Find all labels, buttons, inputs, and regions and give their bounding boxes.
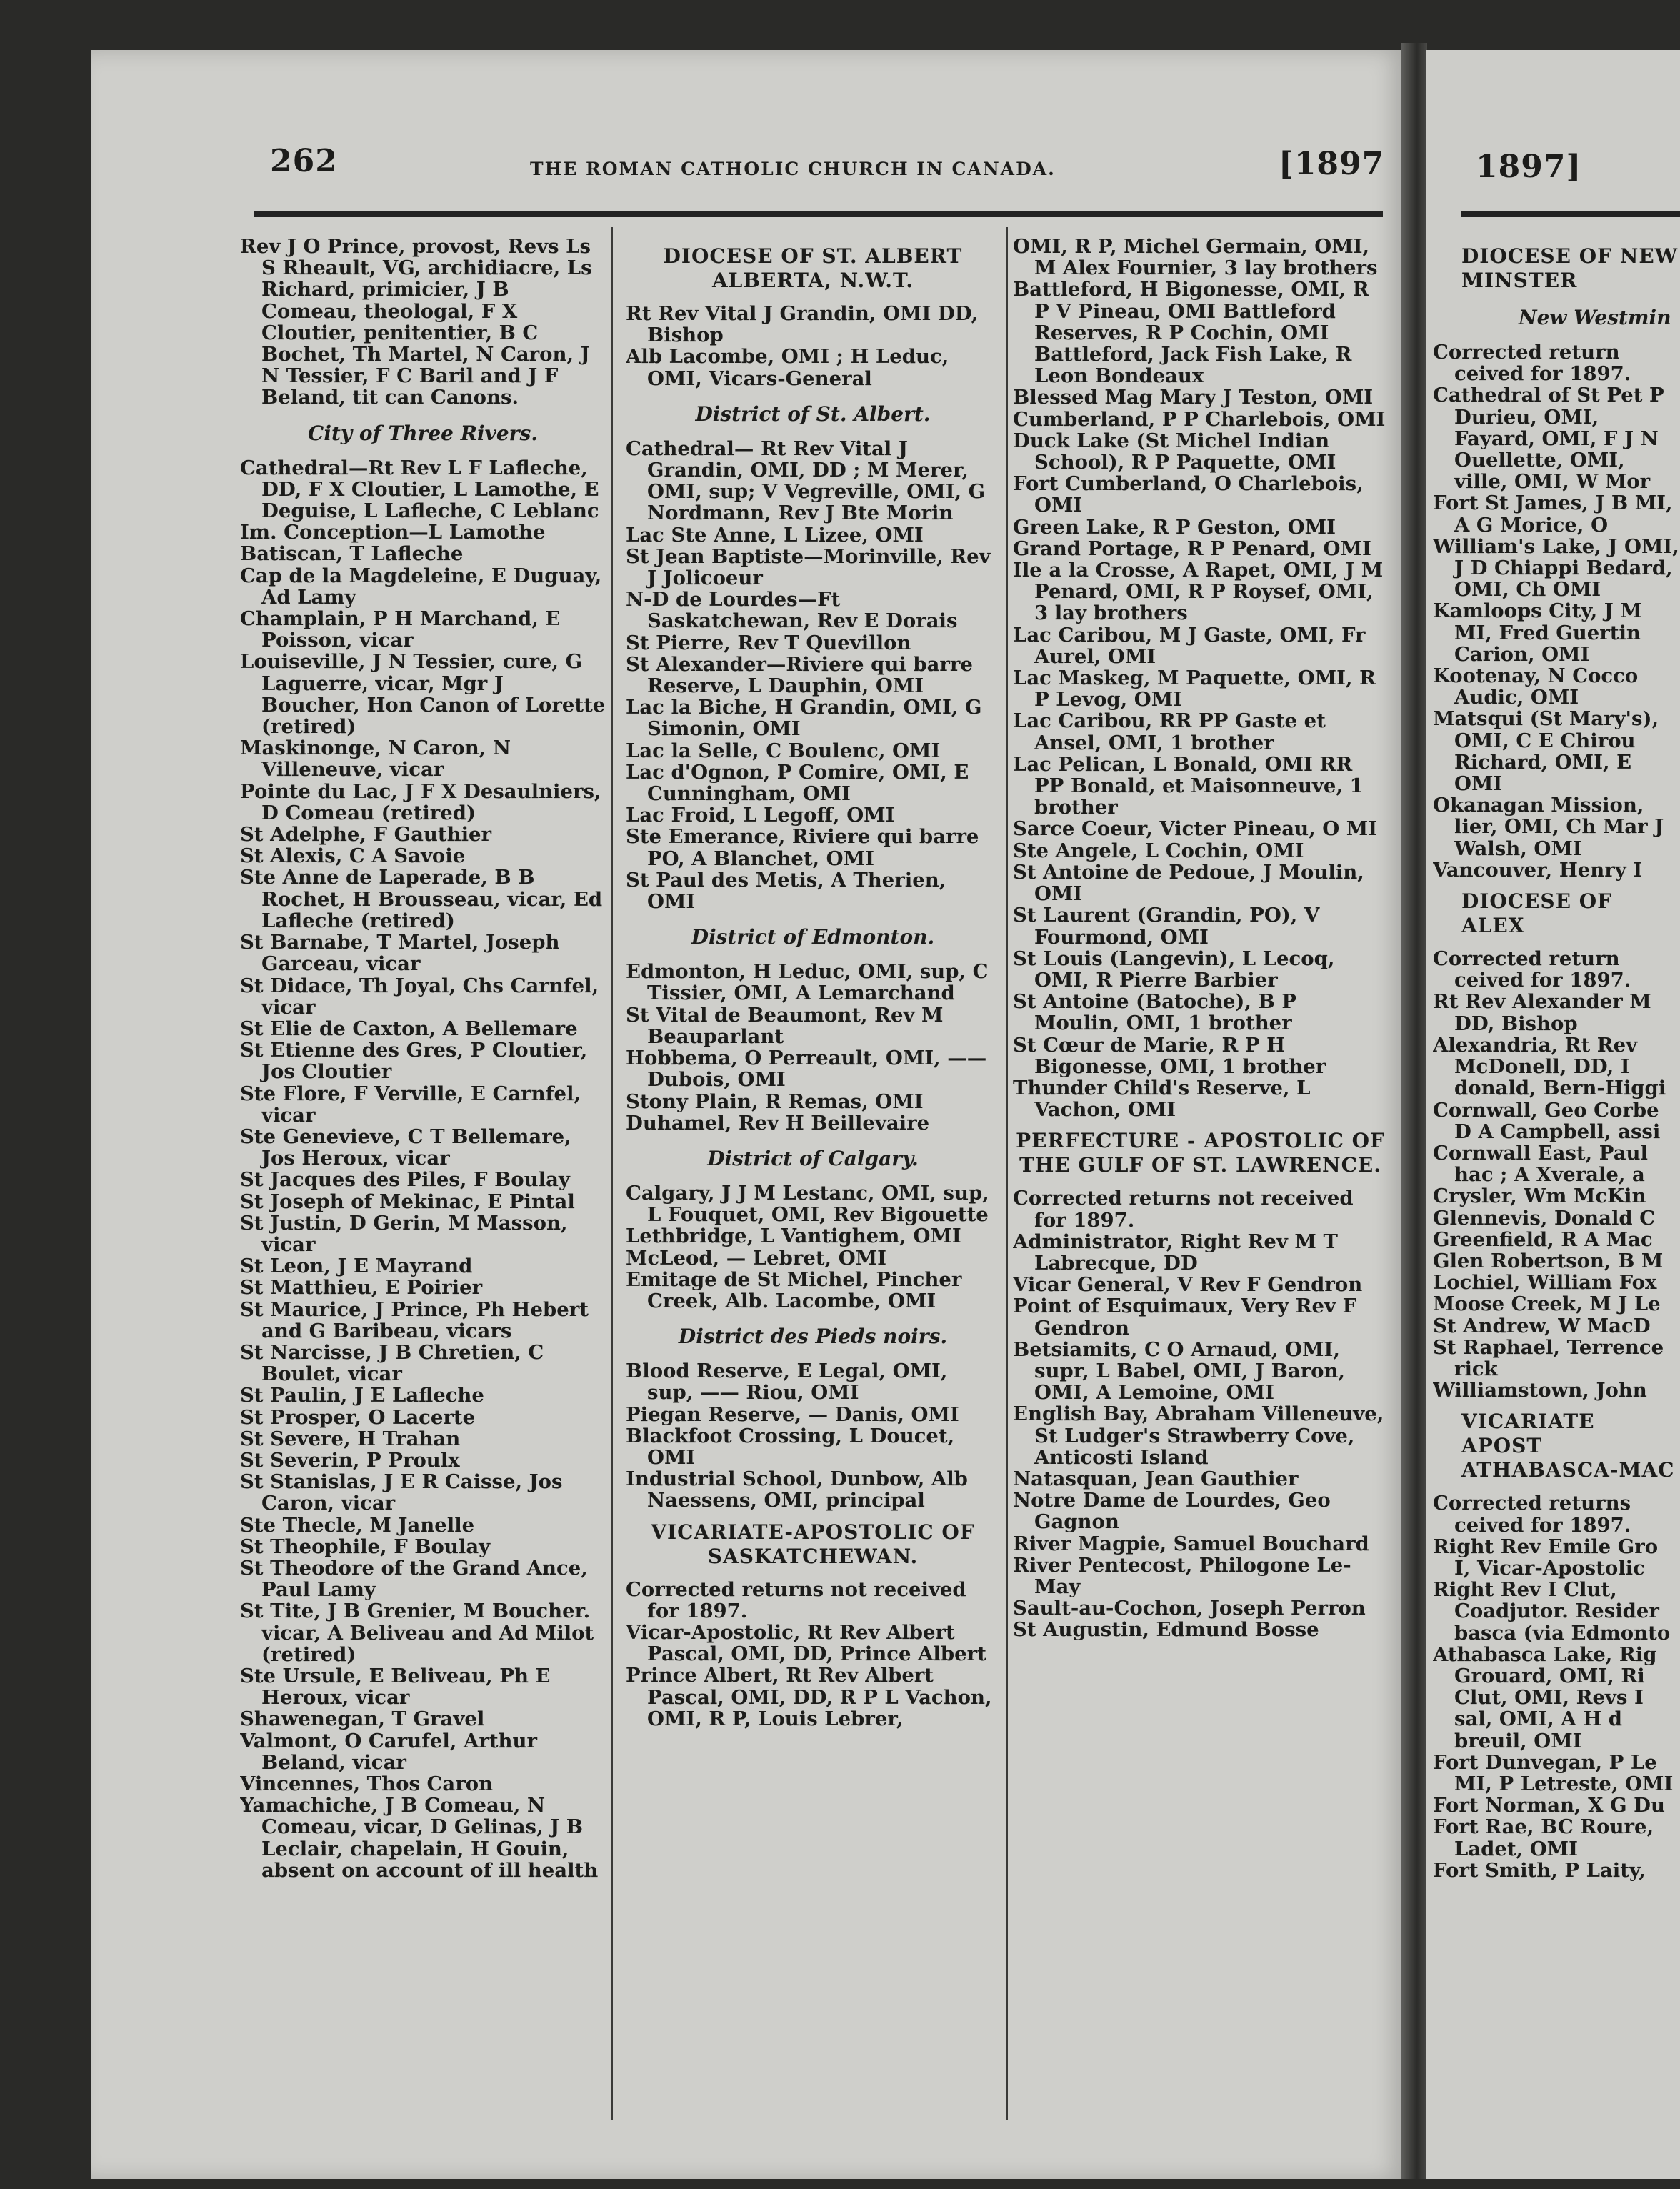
- directory-entry: St Theophile, F Boulay: [240, 1535, 491, 1558]
- directory-entry: St Severe, H Trahan: [240, 1427, 461, 1450]
- directory-entry: St Antoine de Pedoue, J Moulin, OMI: [1013, 860, 1364, 906]
- directory-entry: Battleford, H Bigonesse, OMI, R P V Pineau, OMI Battleford Reserves, R P Cochin, OMI Battleford, Jack Fish Lake, R Leon Bondeaux: [1013, 278, 1369, 388]
- directory-entry: St Andrew, W MacD: [1433, 1314, 1651, 1337]
- directory-entry: St Severin, P Proulx: [240, 1448, 460, 1472]
- directory-entry: St Stanislas, J E R Caisse, Jos Caron, vicar: [240, 1470, 563, 1515]
- directory-entry: Shawenegan, T Gravel: [240, 1707, 485, 1731]
- directory-entry: St Prosper, O Lacerte: [240, 1405, 476, 1429]
- section-heading: DIOCESE OF NEW MINSTER: [1461, 244, 1679, 292]
- directory-entry: Crysler, Wm McKin: [1433, 1185, 1646, 1208]
- directory-entry: Corrected returns not received for 1897.: [626, 1577, 966, 1622]
- directory-entry: St Jean Baptiste—Morinville, Rev J Jolicoeur: [626, 544, 991, 590]
- directory-entry: Rt Rev Vital J Grandin, OMI DD, Bishop: [626, 302, 979, 347]
- directory-entry: St Maurice, J Prince, Ph Hebert and G Baribeau, vicars: [240, 1297, 589, 1342]
- district-heading: District des Pieds noirs.: [678, 1325, 948, 1349]
- directory-entry: St Jacques des Piles, F Boulay: [240, 1168, 570, 1192]
- directory-entry: Lac Caribou, M J Gaste, OMI, Fr Aurel, OMI: [1013, 623, 1366, 668]
- directory-entry: Alexandria, Rt Rev McDonell, DD, I donald, Bern-Higgi: [1433, 1033, 1666, 1100]
- directory-entry: Cornwall East, Paul hac ; A Xverale, a: [1433, 1141, 1648, 1187]
- directory-entry: McLeod, — Lebret, OMI: [626, 1246, 886, 1270]
- directory-entry: Yamachiche, J B Comeau, N Comeau, vicar, D Gelinas, J B Leclair, chapelain, H Gouin, absent on account of ill health: [240, 1794, 599, 1882]
- directory-entry: Vincennes, Thos Caron: [240, 1772, 494, 1796]
- directory-entry: Ste Emerance, Riviere qui barre PO, A Blanchet, OMI: [626, 825, 979, 870]
- directory-entry: Valmont, O Carufel, Arthur Beland, vicar: [240, 1729, 538, 1774]
- directory-entry: River Pentecost, Philogone Le-May: [1013, 1553, 1351, 1598]
- directory-entry: Ste Flore, F Verville, E Carnfel, vicar: [240, 1082, 581, 1127]
- directory-entry: Batiscan, T Lafleche: [240, 542, 464, 566]
- directory-entry: Louiseville, J N Tessier, cure, G Laguerre, vicar, Mgr J Boucher, Hon Canon of Lorette (retired): [240, 650, 606, 739]
- directory-entry: St Louis (Langevin), L Lecoq, OMI, R Pierre Barbier: [1013, 947, 1335, 992]
- directory-entry: St Adelphe, F Gauthier: [240, 823, 492, 847]
- directory-entry: Champlain, P H Marchand, E Poisson, vicar: [240, 607, 561, 652]
- column-2: [626, 236, 1000, 1730]
- directory-entry: Lac Pelican, L Bonald, OMI RR PP Bonald, et Maisonneuve, 1 brother: [1013, 752, 1364, 819]
- directory-entry: Greenfield, R A Mac: [1433, 1227, 1653, 1251]
- directory-entry: Fort Dunvegan, P Le MI, P Letreste, OMI: [1433, 1750, 1674, 1795]
- directory-entry: St Paulin, J E Lafleche: [240, 1384, 484, 1407]
- directory-entry: Sault-au-Cochon, Joseph Perron: [1013, 1597, 1366, 1620]
- directory-entry: Fort Cumberland, O Charlebois, OMI: [1013, 472, 1364, 517]
- directory-entry: Lac Maskeg, M Paquette, OMI, R P Levog, OMI: [1013, 667, 1376, 712]
- directory-entry: Prince Albert, Rt Rev Albert Pascal, OMI, DD, R P L Vachon, OMI, R P, Louis Lebrer,: [626, 1664, 992, 1730]
- directory-entry: Maskinonge, N Caron, N Villeneuve, vicar: [240, 737, 511, 782]
- directory-entry: Cathedral of St Pet P Durieu, OMI, Fayard, OMI, F J N Ouellette, OMI, ville, OMI, W Mor: [1433, 384, 1664, 494]
- district-heading: City of Three Rivers.: [308, 421, 538, 445]
- directory-entry: Lethbridge, L Vantighem, OMI: [626, 1225, 961, 1248]
- directory-entry: Alb Lacombe, OMI ; H Leduc, OMI, Vicars-General: [626, 345, 949, 390]
- directory-entry: Cumberland, P P Charlebois, OMI: [1013, 407, 1386, 431]
- directory-entry: Betsiamits, C O Arnaud, OMI, supr, L Babel, OMI, J Baron, OMI, A Lemoine, OMI: [1013, 1337, 1346, 1405]
- directory-entry: Vicar General, V Rev F Gendron: [1013, 1273, 1363, 1297]
- directory-entry: Fort Norman, X G Du: [1433, 1794, 1665, 1817]
- directory-entry: Cathedral—Rt Rev L F Lafleche, DD, F X Cloutier, L Lamothe, E Deguise, L Lafleche, C Leblanc: [240, 456, 599, 523]
- column-4: [1433, 236, 1680, 1881]
- district-heading: New Westmin: [1519, 306, 1671, 329]
- directory-entry: Ile a la Crosse, A Rapet, OMI, J M Penard, OMI, R P Roysef, OMI, 3 lay brothers: [1013, 559, 1384, 625]
- directory-entry: Athabasca Lake, Rig Grouard, OMI, Ri Clut, OMI, Revs I sal, OMI, A H d breuil, OMI: [1433, 1642, 1657, 1752]
- directory-entry: Rt Rev Alexander M DD, Bishop: [1433, 990, 1651, 1035]
- directory-entry: Matsqui (St Mary's), OMI, C E Chirou Richard, OMI, E OMI: [1433, 707, 1659, 796]
- directory-entry: Ste Ursule, E Beliveau, Ph E Heroux, vicar: [240, 1665, 551, 1710]
- district-heading: District of Edmonton.: [691, 925, 935, 949]
- book-gutter: [1401, 43, 1427, 2179]
- directory-entry: Ste Genevieve, C T Bellemare, Jos Heroux, vicar: [240, 1125, 571, 1170]
- directory-entry: St Cœur de Marie, R P H Bigonesse, OMI, 1 brother: [1013, 1033, 1326, 1078]
- directory-entry: Lac Ste Anne, L Lizee, OMI: [626, 523, 924, 547]
- section-heading: VICARIATE-APOSTOLIC OF SASKATCHEWAN.: [651, 1520, 975, 1568]
- district-heading: District of St. Albert.: [695, 402, 931, 426]
- section-heading: DIOCESE OF ST. ALBERT ALBERTA, N.W.T.: [663, 244, 963, 292]
- directory-entry: St Narcisse, J B Chretien, C Boulet, vicar: [240, 1340, 544, 1386]
- directory-entry: Cap de la Magdeleine, E Duguay, Ad Lamy: [240, 564, 602, 609]
- directory-entry: Pointe du Lac, J F X Desaulniers, D Comeau (retired): [240, 779, 601, 824]
- directory-entry: Okanagan Mission, lier, OMI, Ch Mar J Walsh, OMI: [1433, 794, 1664, 860]
- directory-entry: Right Rev I Clut, Coadjutor. Resider basca (via Edmonto: [1433, 1578, 1671, 1645]
- directory-entry: St Laurent (Grandin, PO), V Fourmond, OMI: [1013, 904, 1320, 949]
- directory-entry: St Alexander—Riviere qui barre Reserve, L Dauphin, OMI: [626, 652, 973, 698]
- directory-entry: St Vital de Beaumont, Rev M Beauparlant: [626, 1003, 944, 1048]
- directory-entry: Lac la Biche, H Grandin, OMI, G Simonin, OMI: [626, 696, 982, 741]
- directory-entry: Vancouver, Henry I: [1433, 858, 1643, 882]
- directory-entry: Lac d'Ognon, P Comire, OMI, E Cunningham, OMI: [626, 760, 969, 806]
- header-rule-left: [254, 211, 1383, 217]
- directory-entry: St Raphael, Terrence rick: [1433, 1335, 1664, 1380]
- directory-entry: Vicar-Apostolic, Rt Rev Albert Pascal, OMI, DD, Prince Albert: [626, 1620, 986, 1666]
- year-right: 1897]: [1476, 149, 1582, 185]
- directory-entry: St Antoine (Batoche), B P Moulin, OMI, 1 brother: [1013, 990, 1297, 1035]
- directory-entry: Lac Froid, L Legoff, OMI: [626, 804, 895, 827]
- directory-entry: Blessed Mag Mary J Teston, OMI: [1013, 386, 1374, 409]
- directory-entry: Kamloops City, J M MI, Fred Guertin Carion, OMI: [1433, 599, 1642, 666]
- directory-entry: N-D de Lourdes—Ft Saskatchewan, Rev E Dorais: [626, 588, 958, 633]
- section-heading: DIOCESE OF ALEX: [1461, 889, 1612, 938]
- directory-entry: St Paul des Metis, A Therien, OMI: [626, 868, 946, 914]
- column-1: [240, 236, 606, 1881]
- directory-entry: Lochiel, William Fox: [1433, 1271, 1657, 1295]
- directory-entry: Edmonton, H Leduc, OMI, sup, C Tissier, OMI, A Lemarchand: [626, 960, 989, 1005]
- directory-entry: Ste Thecle, M Janelle: [240, 1513, 475, 1537]
- column-divider-1: [611, 227, 613, 2120]
- directory-entry: Williamstown, John: [1433, 1379, 1647, 1402]
- directory-entry: Moose Creek, M J Le: [1433, 1292, 1661, 1316]
- directory-entry: Glen Robertson, B M: [1433, 1249, 1664, 1272]
- page-number: 262: [270, 143, 338, 179]
- directory-entry: St Leon, J E Mayrand: [240, 1255, 473, 1278]
- directory-entry: Administrator, Right Rev M T Labrecque, DD: [1013, 1230, 1338, 1275]
- directory-entry: St Justin, D Gerin, M Masson, vicar: [240, 1211, 568, 1256]
- directory-entry: St Tite, J B Grenier, M Boucher. vicar, A Beliveau and Ad Milot (retired): [240, 1600, 594, 1666]
- directory-entry: St Didace, Th Joyal, Chs Carnfel, vicar: [240, 974, 599, 1019]
- directory-entry: English Bay, Abraham Villeneuve, St Ludger's Strawberry Cove, Anticosti Island: [1013, 1402, 1384, 1469]
- directory-entry: Green Lake, R P Geston, OMI: [1013, 515, 1336, 539]
- section-heading: PERFECTURE - APOSTOLIC OF THE GULF OF ST. LAWRENCE.: [1016, 1129, 1385, 1177]
- directory-entry: Fort St James, J B MI, A G Morice, O: [1433, 492, 1673, 537]
- directory-entry: William's Lake, J OMI, J D Chiappi Bedard, OMI, Ch OMI: [1433, 534, 1679, 602]
- directory-entry: Sarce Coeur, Victer Pineau, O MI: [1013, 817, 1378, 841]
- directory-entry: St Etienne des Gres, P Cloutier, Jos Cloutier: [240, 1039, 588, 1084]
- directory-entry: OMI, R P, Michel Germain, OMI, M Alex Fournier, 3 lay brothers: [1013, 236, 1378, 280]
- directory-entry: Im. Conception—L Lamothe: [240, 521, 546, 544]
- directory-entry: Corrected returns not received for 1897.: [1013, 1187, 1354, 1232]
- directory-entry: St Matthieu, E Poirier: [240, 1276, 483, 1300]
- directory-entry: Thunder Child's Reserve, L Vachon, OMI: [1013, 1076, 1311, 1122]
- column-3: [1013, 236, 1388, 1641]
- directory-entry: Lac la Selle, C Boulenc, OMI: [626, 739, 941, 762]
- directory-entry: Stony Plain, R Remas, OMI: [626, 1089, 924, 1113]
- year-left: [1897: [1279, 146, 1385, 182]
- directory-entry: Natasquan, Jean Gauthier: [1013, 1467, 1299, 1490]
- directory-entry: Hobbema, O Perreault, OMI, —— Dubois, OMI: [626, 1047, 987, 1092]
- directory-entry: Corrected return ceived for 1897.: [1433, 341, 1631, 386]
- district-heading: District of Calgary.: [707, 1146, 919, 1170]
- directory-entry: St Elie de Caxton, A Bellemare: [240, 1017, 578, 1040]
- running-title: THE ROMAN CATHOLIC CHURCH IN CANADA.: [530, 159, 1056, 179]
- directory-entry: Piegan Reserve, — Danis, OMI: [626, 1402, 959, 1426]
- section-heading: VICARIATE APOST ATHABASCA-MAC: [1461, 1410, 1675, 1482]
- directory-entry: St Joseph of Mekinac, E Pintal: [240, 1190, 575, 1213]
- directory-entry: St Theodore of the Grand Ance, Paul Lamy: [240, 1556, 588, 1602]
- directory-entry: Blackfoot Crossing, L Doucet, OMI: [626, 1424, 955, 1469]
- directory-entry: Corrected returns ceived for 1897.: [1433, 1492, 1631, 1537]
- directory-entry: Duck Lake (St Michel Indian School), R P Paquette, OMI: [1013, 429, 1336, 474]
- directory-entry: Emitage de St Michel, Pincher Creek, Alb. Lacombe, OMI: [626, 1267, 962, 1312]
- directory-entry: Fort Smith, P Laity,: [1433, 1858, 1646, 1881]
- column-divider-2: [1006, 227, 1008, 2120]
- directory-entry: St Pierre, Rev T Quevillon: [626, 631, 911, 654]
- directory-entry: Corrected return ceived for 1897.: [1433, 947, 1631, 992]
- directory-entry: Fort Rae, BC Roure, Ladet, OMI: [1433, 1815, 1654, 1860]
- directory-entry: Industrial School, Dunbow, Alb Naessens, OMI, principal: [626, 1467, 968, 1512]
- directory-entry: Ste Anne de Laperade, B B Rochet, H Brousseau, vicar, Ed Lafleche (retired): [240, 866, 603, 932]
- directory-entry: Lac Caribou, RR PP Gaste et Ansel, OMI, 1 brother: [1013, 709, 1326, 754]
- directory-entry: Glennevis, Donald C: [1433, 1206, 1656, 1230]
- directory-entry: Grand Portage, R P Penard, OMI: [1013, 537, 1371, 560]
- directory-entry: Rev J O Prince, provost, Revs Ls S Rheault, VG, archidiacre, Ls Richard, primicier, J B Comeau, theologal, F X Cloutier, penitentier, B C Bochet, Th Martel, N Caron, J N Tessier, F C Baril and J F Beland, tit can Canons.: [240, 236, 592, 409]
- directory-entry: Right Rev Emile Gro I, Vicar-Apostolic: [1433, 1535, 1659, 1580]
- directory-entry: St Barnabe, T Martel, Joseph Garceau, vicar: [240, 931, 560, 976]
- directory-entry: Duhamel, Rev H Beillevaire: [626, 1111, 930, 1135]
- directory-entry: St Alexis, C A Savoie: [240, 844, 466, 868]
- directory-entry: Ste Angele, L Cochin, OMI: [1013, 839, 1304, 862]
- directory-entry: Notre Dame de Lourdes, Geo Gagnon: [1013, 1489, 1331, 1534]
- directory-entry: St Augustin, Edmund Bosse: [1013, 1618, 1319, 1641]
- directory-entry: River Magpie, Samuel Bouchard: [1013, 1532, 1369, 1555]
- directory-entry: Cornwall, Geo Corbe D A Campbell, assi: [1433, 1098, 1661, 1143]
- header-rule-right: [1461, 211, 1680, 217]
- directory-entry: Point of Esquimaux, Very Rev F Gendron: [1013, 1295, 1357, 1340]
- directory-entry: Cathedral— Rt Rev Vital J Grandin, OMI, DD ; M Merer, OMI, sup; V Vegreville, OMI, G Nordmann, Rev J Bte Morin: [626, 437, 986, 525]
- directory-entry: Calgary, J J M Lestanc, OMI, sup, L Fouquet, OMI, Rev Bigouette: [626, 1181, 989, 1227]
- directory-entry: Blood Reserve, E Legal, OMI, sup, —— Riou, OMI: [626, 1360, 948, 1405]
- directory-entry: Kootenay, N Cocco Audic, OMI: [1433, 664, 1639, 709]
